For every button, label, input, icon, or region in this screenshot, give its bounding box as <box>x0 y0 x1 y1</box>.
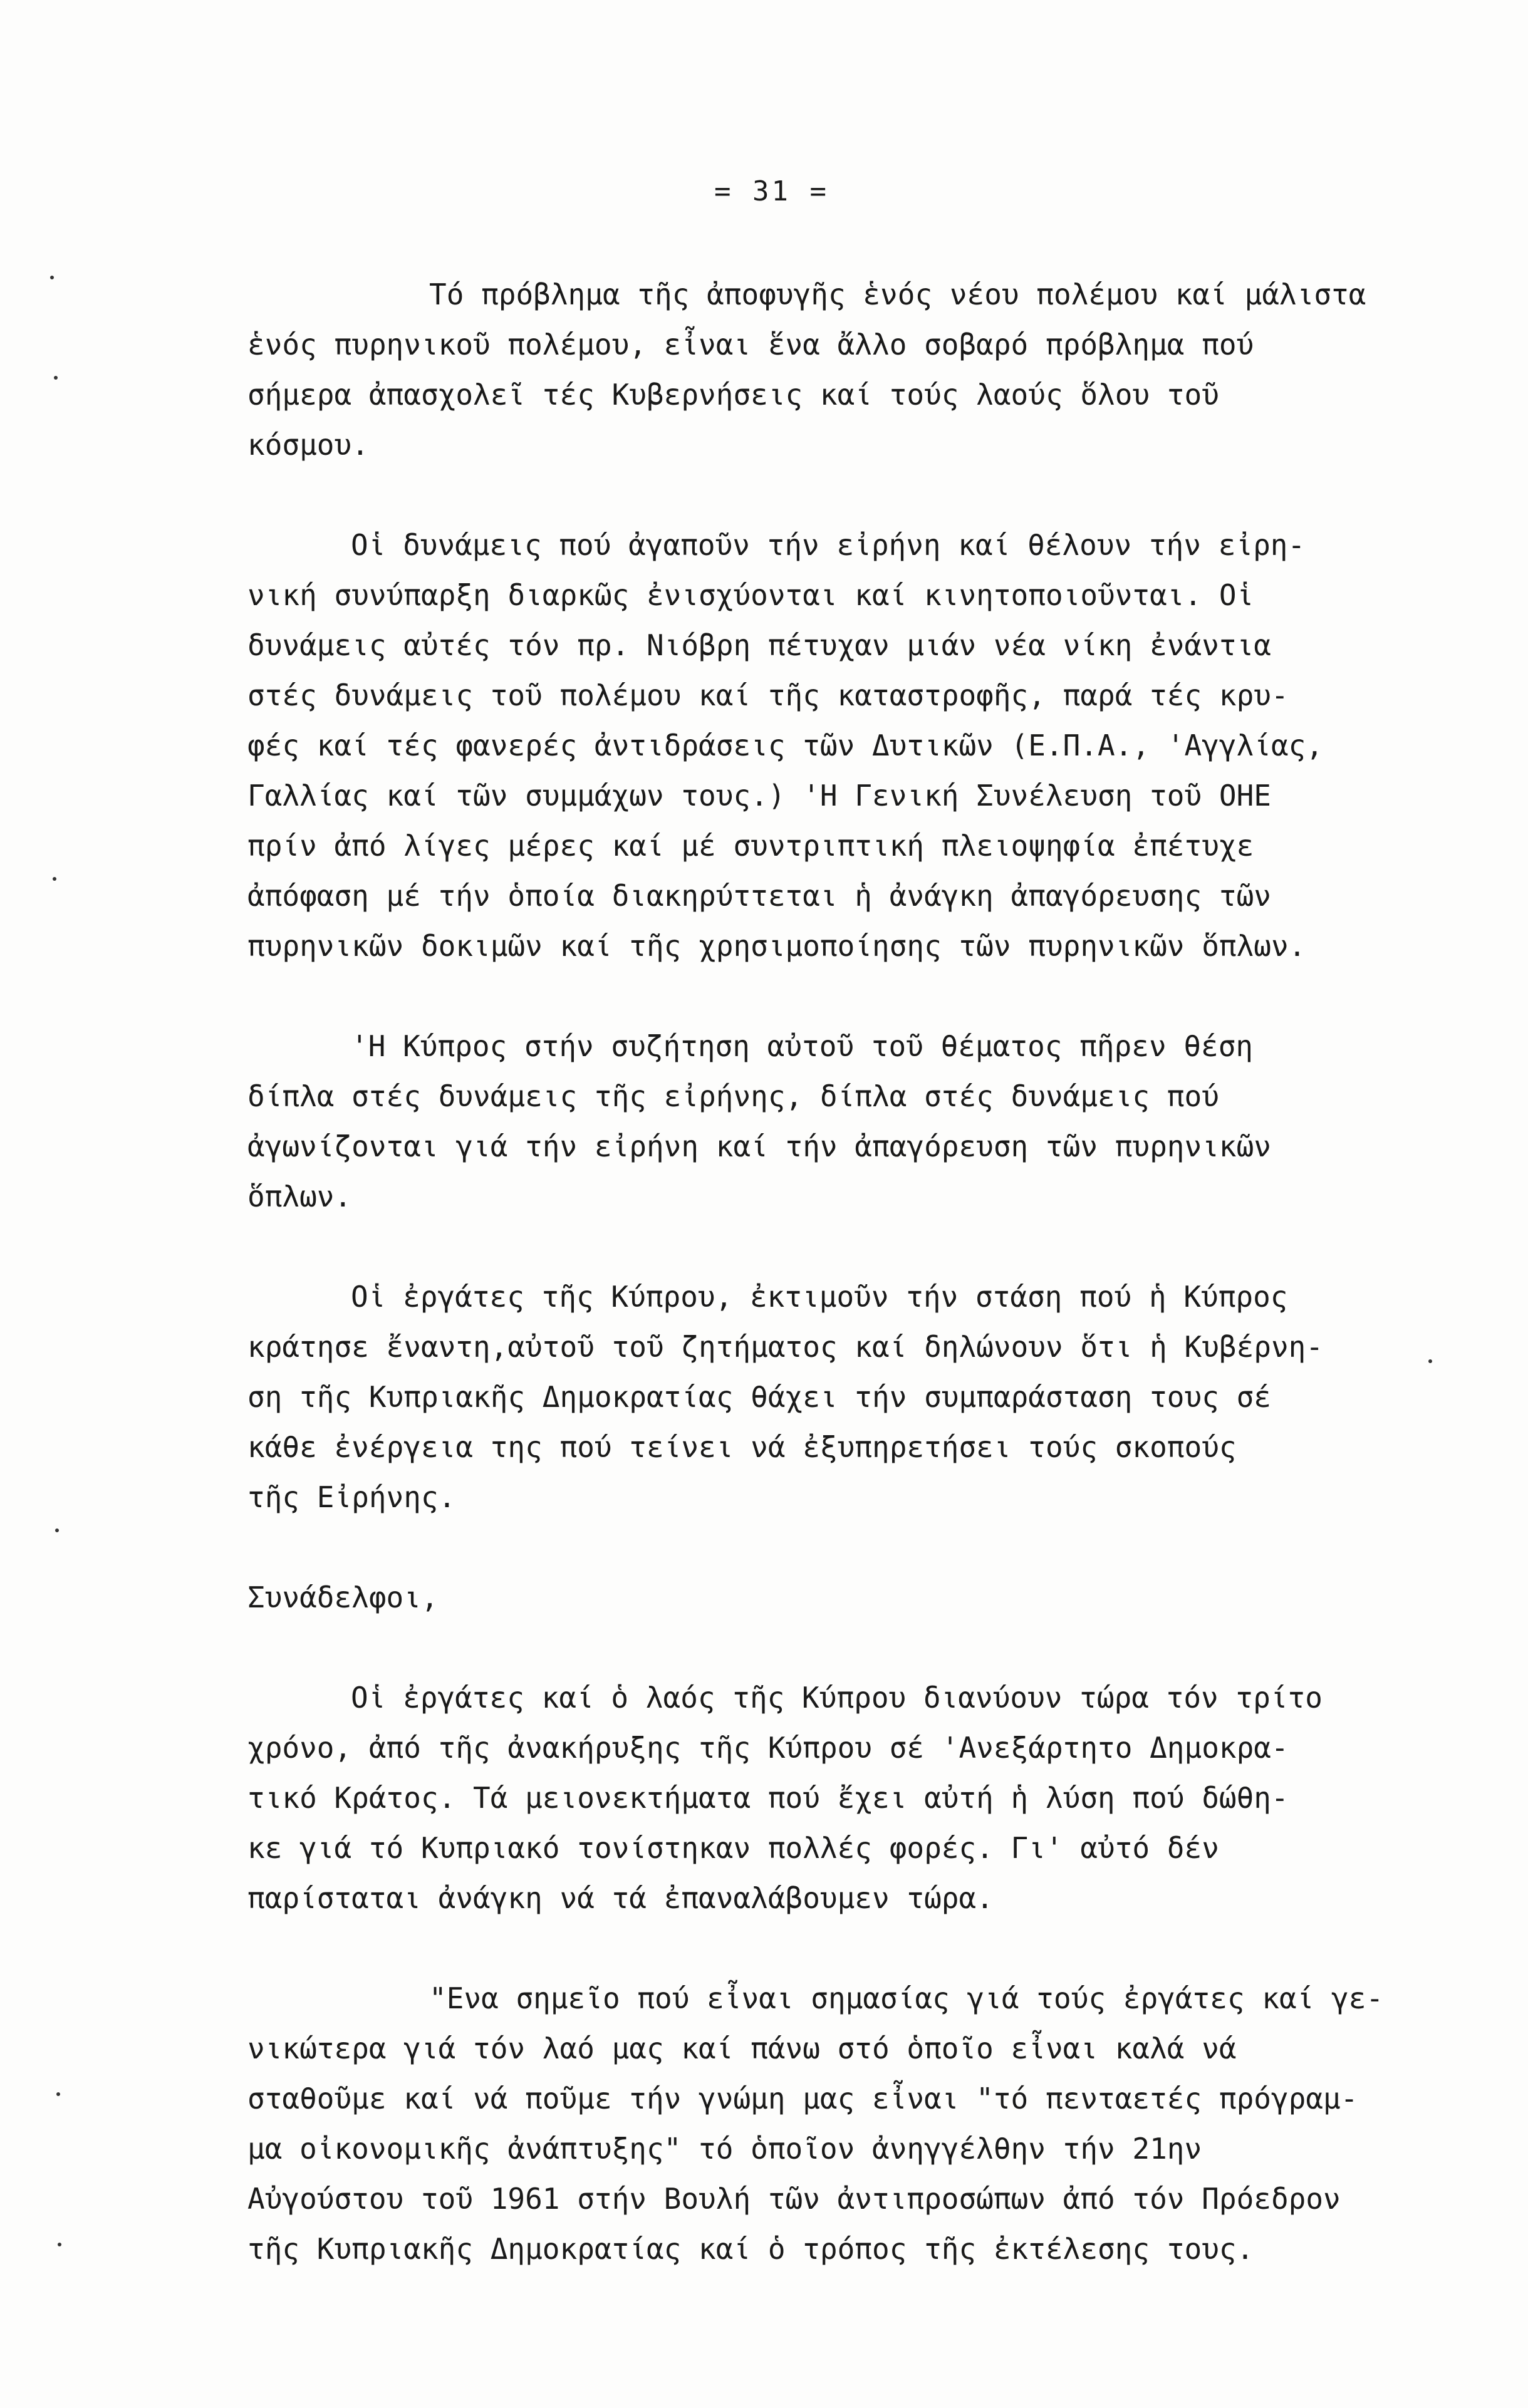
salutation <box>247 1572 1475 1622</box>
text-line: παρίσταται ἀνάγκη νά τά ἐπαναλάβουμεν τώρα. <box>247 1881 994 1915</box>
text-line: φές καί τές φανερές ἀντιδράσεις τῶν Δυτικῶν (Ε.Π.Α., 'Αγγλίας, <box>247 729 1324 762</box>
text-line: τῆς Εἰρήνης. <box>247 1480 456 1514</box>
scan-speck <box>58 2243 61 2246</box>
text-line: πυρηνικῶν δοκιμῶν καί τῆς χρησιμοποίησης τῶν πυρηνικῶν ὅπλων. <box>247 929 1306 963</box>
text-line: νική συνύπαρξη διαρκῶς ἐνισχύονται καί κινητοποιοῦνται. Οἱ <box>247 578 1254 612</box>
text-line: Συνάδελφοι, <box>247 1580 439 1614</box>
text-line: δυνάμεις αὐτές τόν πρ. Νιόβρη πέτυχαν μιάν νέα νίκη ἐνάντια <box>247 628 1271 662</box>
text-line: ἑνός πυρηνικοῦ πολέμου, εἶναι ἕνα ἄλλο σοβαρό πρόβλημα πού <box>247 328 1254 361</box>
text-line: Γαλλίας καί τῶν συμμάχων τους.) 'Η Γενική Συνέλευση τοῦ ΟΗΕ <box>247 779 1271 812</box>
text-line: κε γιά τό Κυπριακό τονίστηκαν πολλές φορές. Γι' αὐτό δέν <box>247 1831 1219 1865</box>
text-line: Αὐγούστου τοῦ 1961 στήν Βουλή τῶν ἀντιπροσώπων ἀπό τόν Πρόεδρον <box>247 2182 1341 2216</box>
text-line: κόσμου. <box>247 428 369 462</box>
text-line: 'Η Κύπρος στήν συζήτηση αὐτοῦ τοῦ θέματος πῆρεν θέση <box>351 1029 1254 1063</box>
paragraph-workers-support <box>247 1272 1475 1522</box>
text-line: νικώτερα γιά τόν λαό μας καί πάνω στό ὁποῖο εἶναι καλά νά <box>247 2032 1237 2065</box>
paragraph-nuclear-war <box>247 269 1475 470</box>
paragraph-peace-forces <box>247 520 1475 971</box>
text-line: τικό Κράτος. Τά μειονεκτήματα πού ἔχει αὐτή ἡ λύση πού δώθη- <box>247 1781 1289 1815</box>
text-line: ση τῆς Κυπριακῆς Δημοκρατίας θάχει τήν συμπαράσταση τους σέ <box>247 1380 1271 1414</box>
scan-speck <box>54 376 58 380</box>
page-number: = 31 = <box>714 175 829 207</box>
paragraph-five-year-plan <box>247 1973 1475 2274</box>
text-line: σήμερα ἀπασχολεῖ τές Κυβερνήσεις καί τούς λαούς ὅλου τοῦ <box>247 378 1219 412</box>
document-body <box>247 269 1475 2324</box>
text-line: Οἱ ἐργάτες τῆς Κύπρου, ἐκτιμοῦν τήν στάση πού ἡ Κύπρος <box>351 1280 1288 1314</box>
text-line: ὅπλων. <box>247 1180 352 1213</box>
text-line: σταθοῦμε καί νά ποῦμε τήν γνώμη μας εἶναι "τό πενταετές πρόγραμ- <box>247 2082 1358 2115</box>
paragraph-cyprus-position <box>247 1021 1475 1222</box>
text-line: Οἱ δυνάμεις πού ἀγαποῦν τήν εἰρήνη καί θέλουν τήν εἰρη- <box>351 528 1306 562</box>
text-line: ἀγωνίζονται γιά τήν εἰρήνη καί τήν ἀπαγόρευση τῶν πυρηνικῶν <box>247 1129 1271 1163</box>
text-line: στές δυνάμεις τοῦ πολέμου καί τῆς καταστροφῆς, παρά τές κρυ- <box>247 678 1289 712</box>
text-line: πρίν ἀπό λίγες μέρες καί μέ συντριπτική πλειοψηφία ἐπέτυχε <box>247 829 1254 863</box>
paragraph-third-year <box>247 1673 1475 1923</box>
text-line: κράτησε ἔναντη,αὐτοῦ τοῦ ζητήματος καί δηλώνουν ὅτι ἡ Κυβέρνη- <box>247 1330 1324 1364</box>
text-line: μα οἰκονομικῆς ἀνάπτυξης" τό ὁποῖον ἀνηγγέλθην τήν 21ην <box>247 2132 1202 2166</box>
text-line: κάθε ἐνέργεια της πού τείνει νά ἐξυπηρετήσει τούς σκοπούς <box>247 1430 1237 1464</box>
text-line: Οἱ ἐργάτες καί ὁ λαός τῆς Κύπρου διανύουν τώρα τόν τρίτο <box>351 1681 1323 1715</box>
text-line: Τό πρόβλημα τῆς ἀποφυγῆς ἑνός νέου πολέμου καί μάλιστα <box>429 278 1366 311</box>
text-line: χρόνο, ἀπό τῆς ἀνακήρυξης τῆς Κύπρου σέ 'Ανεξάρτητο Δημοκρα- <box>247 1731 1289 1765</box>
scan-speck <box>55 1528 59 1532</box>
text-line: δίπλα στές δυνάμεις τῆς εἰρήνης, δίπλα στές δυνάμεις πού <box>247 1079 1219 1113</box>
scan-speck <box>56 2092 60 2096</box>
scan-speck <box>53 877 56 881</box>
scan-speck <box>50 276 54 279</box>
text-line: τῆς Κυπριακῆς Δημοκρατίας καί ὁ τρόπος τῆς ἐκτέλεσης τους. <box>247 2232 1254 2266</box>
text-line: ἀπόφαση μέ τήν ὁποία διακηρύττεται ἡ ἀνάγκη ἀπαγόρευσης τῶν <box>247 879 1271 913</box>
text-line: "Ενα σημεῖο πού εἶναι σημασίας γιά τούς ἐργάτες καί γε- <box>429 1981 1384 2015</box>
scan-speck <box>1428 1359 1432 1363</box>
